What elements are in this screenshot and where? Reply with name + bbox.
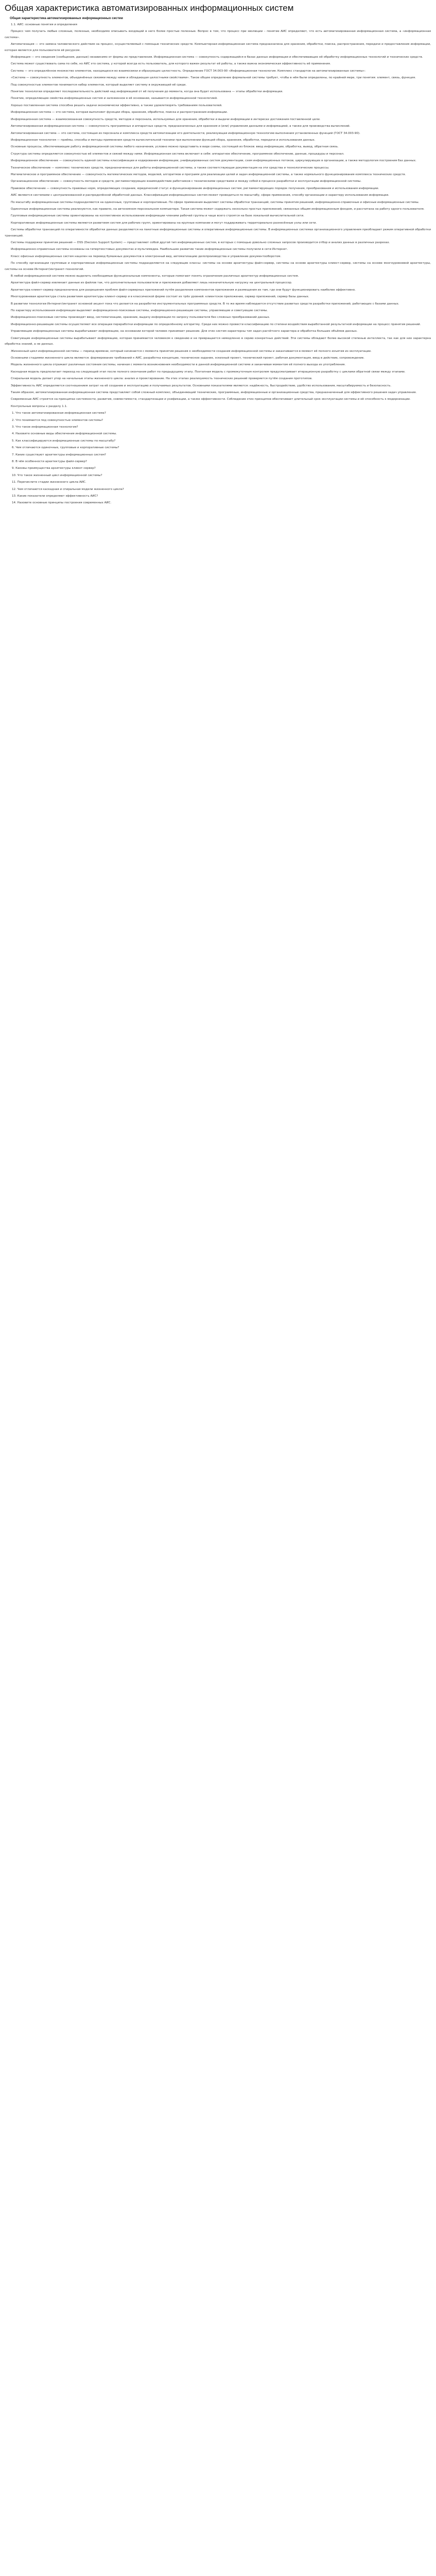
- list-item: 1. Что такое автоматизированная информационная система?: [12, 412, 106, 415]
- document-page: [0, 0, 436, 506]
- paragraph: Информационная технология — приёмы, способы и методы применения средств вычислительной техники при выполнении функций сбора, хранения, обработки, передачи и использования данных.: [11, 138, 316, 142]
- paragraph: Класс офисных информационных систем нацелен на перевод бумажных документов в электронный вид, автоматизацию делопроизводства и управление документооборотом.: [11, 255, 282, 258]
- paragraph: Каскадная модель предполагает переход на следующий этап после полного окончания работ по предыдущему этапу. Поэтапная модель с промежуточным контролем предусматривает итерационную разработку с циклами обратной связи между этапами.: [11, 370, 406, 374]
- document-body: [5, 22, 431, 506]
- paragraph: Управляющие информационные системы вырабатывают информацию, на основании которой человек принимает решение. Для этих систем характерны тип задач расчётного характера и обработка больших объёмов данных.: [11, 330, 358, 333]
- paragraph: Система — это определённое множество элементов, находящихся во взаимосвязи и образующих целостность. Определение ГОСТ 34.003-90 «Информационная технология. Комплекс стандартов на автоматизированные системы»:: [11, 69, 366, 73]
- paragraph: Архитектура файл-сервер извлекает данные из файлов так, что дополнительные пользователи и приложения добавляют лишь незначительную нагрузку на центральный процессор.: [11, 281, 292, 285]
- list-item: 11. Перечислите стадии жизненного цикла АИС.: [12, 481, 86, 484]
- document-title: Общая характеристика автоматизированных информационных систем: [5, 3, 294, 13]
- paragraph: Структура системы определяется совокупностью её элементов и связей между ними. Информационная система включает в себя: аппаратное обеспечение, программное обеспечение, данные, процедуры и персонал.: [11, 152, 344, 156]
- paragraph: Архитектура клиент-сервер предназначена для разрешения проблем файл-серверных приложений путём разделения компонентов приложения и размещения их там, где они будут функционировать наиболее эффективно.: [11, 288, 356, 292]
- paragraph: В развитии технологии Интернет/интранет основной акцент пока что делается на разработке инструментальных программных средств. В то же время наблюдается отсутствие развитых средств разработки приложений, работающих с базами данных.: [11, 302, 399, 306]
- list-item: 14. Назовите основные принципы построения современных АИС.: [12, 501, 112, 505]
- paragraph: Информационно-решающие системы осуществляют все операции переработки информации по определённому алгоритму. Среди них можно провести классификацию по степени воздействия выработанной результатной информации на процесс принятия решений.: [11, 323, 421, 326]
- list-item: 10. Что такое жизненный цикл информационной системы?: [12, 473, 102, 477]
- paragraph: Информационно-поисковые системы производят ввод, систематизацию, хранение, выдачу информации по запросу пользователя без сложных преобразований данных.: [11, 316, 270, 319]
- paragraph: Групповые информационные системы ориентированы на коллективное использование информации членами рабочей группы и чаще всего строятся на базе локальной вычислительной сети.: [11, 214, 304, 218]
- paragraph: Информационное обеспечение — совокупность единой системы классификации и кодирования информации, унифицированных систем документации, схем информационных потоков, циркулирующих в организации, а также методология построения баз данных.: [11, 159, 416, 163]
- paragraph: Правовое обеспечение — совокупность правовых норм, определяющих создание, юридический статус и функционирование информационных систем, регламентирующих порядок получения, преобразования и использования информации.: [11, 187, 379, 190]
- list-item: 12. Чем отличаются каскадная и спиральная модели жизненного цикла?: [12, 487, 124, 491]
- list-item: 2. Что понимается под совокупностью элементов системы?: [12, 418, 103, 422]
- paragraph: Основные процессы, обеспечивающие работу информационной системы любого назначения, условно можно представить в виде схемы, состоящей из блоков: ввод информации, обработка, вывод, обратная связь.: [11, 145, 339, 149]
- paragraph: Математическое и программное обеспечение — совокупность математических методов, моделей, алгоритмов и программ для реализации целей и задач информационной системы, а также нормального функционирования комплекса технических средств.: [11, 173, 406, 176]
- paragraph: 1.1. АИС: основные понятия и определения: [11, 23, 77, 26]
- paragraph: Система может существовать сама по себе, но АИС это система, у которой всегда есть пользователь, для которого важен результат её работы, а также важна экономическая эффективность её применения.: [11, 62, 331, 66]
- section-heading: Общая характеристика автоматизированных информационных систем: [10, 16, 123, 20]
- list-item: 7. Какие существуют архитектуры информационных систем?: [12, 453, 106, 456]
- paragraph: Автоматизированная информационная система — совокупность программных и аппаратных средств, предназначенных для хранения и (или) управления данными и информацией, а также для производства вычислений.: [11, 125, 351, 128]
- paragraph: Модель жизненного цикла отражает различные состояния системы, начиная с момента возникновения необходимости в данной информационной системе и заканчивая моментом её полного выхода из употребления.: [11, 363, 346, 367]
- paragraph: Таким образом, автоматизированная информационная система представляет собой сложный комплекс, объединяющий технические, программные, информационные и организационные средства, предназначенный для эффективного решения задач управления.: [11, 391, 417, 394]
- paragraph: «Система — совокупность элементов, объединённых связями между ними и обладающая целостными свойствами». Такое общее определение формальной системы требует, чтобы в нём были определены, по крайней мере, три понятия: элемент, связь, функция.: [11, 76, 416, 80]
- paragraph: Понятие технологии определяет последовательность действий над информацией от её получения до момента, когда она будет использована — этапы обработки информации.: [11, 90, 283, 94]
- paragraph: По характеру использования информации выделяют информационно-поисковые системы, информационно-решающие системы, управляющие и советующие системы.: [11, 309, 268, 313]
- paragraph: Техническое обеспечение — комплекс технических средств, предназначенных для работы информационной системы, а также соответствующая документация на эти средства и технологические процессы.: [11, 166, 329, 170]
- list-item: 6. Чем отличаются одиночные, групповые и корпоративные системы?: [12, 446, 119, 450]
- list-item: 9. Каковы преимущества архитектуры клиент-сервер?: [12, 467, 96, 470]
- list-item: 5. Как классифицируются информационные системы по масштабу?: [12, 439, 116, 443]
- paragraph: Под совокупностью элементов понимается набор элементов, который выделяет систему в окружающей её среде.: [11, 83, 187, 87]
- paragraph: Системы поддержки принятия решений — DSS (Decision Support System) — представляют собой другой тип информационных систем, в которых с помощью довольно сложных запросов производится отбор и анализ данных в различных разрезах.: [11, 241, 390, 244]
- paragraph: АИС являются системами с централизованной и распределённой обработкой данных. Классификация информационных систем может проводиться по масштабу, сфере применения, способу организации и характеру использования информации.: [11, 194, 389, 197]
- paragraph: Одиночные информационные системы реализуются, как правило, на автономном персональном компьютере. Такая система может содержать несколько простых приложений, связанных общим информационным фондом, и рассчитана на работу одного пользователя.: [11, 207, 425, 211]
- paragraph: Автоматизированная система — это система, состоящая из персонала и комплекса средств автоматизации его деятельности, реализующая информационную технологию выполнения установленных функций (ГОСТ 34.003-90).: [11, 131, 360, 135]
- paragraph: Эффективность АИС определяется соотношением затрат на её создание и эксплуатацию и получаемых результатов. Основными показателями являются: надёжность, быстродействие, удобство использования, масштабируемость и безопасность.: [11, 384, 392, 387]
- paragraph: Информация — это сведения (сообщения, данные) независимо от формы их представления. Информационная система — совокупность содержащейся в базах данных информации и обеспечивающих её обработку информационных технологий и технических средств.: [11, 56, 423, 59]
- paragraph: Хорошо поставленная система способна решать задачи экономически эффективно, а также удовлетворять требованиям пользователей.: [11, 104, 222, 107]
- list-item: 13. Какие показатели определяют эффективность АИС?: [12, 495, 98, 498]
- paragraph: Автоматизация — это замена человеческого действия на процесс, осуществляемый с помощью технических средств. Компьютерная информационная система предназначена для хранения, обработки, поиска, распространения, передачи и предоставления информации, которая является для пользователя её ресурсом.: [5, 43, 431, 52]
- paragraph: В любой информационной системе можно выделить необходимые функциональные компоненты, которые помогают понять ограничения различных архитектур информационных систем.: [11, 275, 299, 278]
- paragraph: Системы обработки транзакций по оперативности обработки данных разделяются на пакетные информационные системы и оперативные информационные системы. В информационных системах организационного управления преобладает режим оперативной обработки транзакций.: [5, 228, 431, 238]
- list-item: 3. Что такое информационная технология?: [12, 425, 78, 429]
- list-item: 8. В чём особенности архитектуры файл-сервер?: [12, 460, 87, 463]
- paragraph: Основными стадиями жизненного цикла являются: формирование требований к АИС, разработка концепции, техническое задание, эскизный проект, технический проект, рабочая документация, ввод в действие, сопровождение.: [11, 356, 364, 360]
- list-item: 4. Назовите основные виды обеспечения информационной системы.: [12, 432, 117, 436]
- paragraph: Информационная система — взаимосвязанная совокупность средств, методов и персонала, используемых для хранения, обработки и выдачи информации в интересах достижения поставленной цели.: [11, 117, 321, 121]
- paragraph: Корпоративные информационные системы являются развитием систем для рабочих групп, ориентированы на крупные компании и могут поддерживать территориально разнесённые узлы или сети.: [11, 221, 317, 225]
- paragraph: Информационная система — это система, которая выполняет функции сбора, хранения, обработки, поиска и распространения информации.: [11, 111, 228, 114]
- paragraph: Многоуровневая архитектура стала развитием архитектуры клиент-сервер и в классической форме состоит из трёх уровней: клиентское приложение, сервер приложений, сервер базы данных.: [11, 295, 309, 299]
- paragraph: Спиральная модель делает упор на начальные этапы жизненного цикла: анализ и проектирование. На этих этапах реализуемость технических решений проверяется путём создания прототипов.: [11, 377, 312, 381]
- paragraph: Жизненный цикл информационной системы — период времени, который начинается с момента принятия решения о необходимости создания информационной системы и заканчивается в момент её полного изъятия из эксплуатации.: [11, 349, 372, 353]
- paragraph: Современные АИС строятся на принципах системности, развития, совместимости, стандартизации и унификации, а также эффективности. Соблюдение этих принципов обеспечивает длительный срок эксплуатации системы и её способность к модернизации.: [11, 398, 411, 401]
- paragraph: Советующие информационные системы вырабатывают информацию, которая принимается человеком к сведению и не превращается немедленно в серию конкретных действий. Эти системы обладают более высокой степенью интеллекта, так как для них характерна обработка знаний, а не данных.: [5, 336, 431, 346]
- paragraph: Организационное обеспечение — совокупность методов и средств, регламентирующих взаимодействие работников с техническими средствами и между собой в процессе разработки и эксплуатации информационной системы.: [11, 180, 361, 183]
- paragraph: Информационно-справочные системы основаны на гипертекстовых документах и мультимедиа. Наибольшее развитие такие информационные системы получили в сети Интернет.: [11, 248, 288, 251]
- paragraph: По способу организации групповые и корпоративные информационные системы подразделяются на следующие классы: системы на основе архитектуры файл-сервер, системы на основе архитектуры клиент-сервер, системы на основе многоуровневой архитектуры, системы на основе Интернет/интранет-технологий.: [5, 262, 431, 271]
- paragraph: Контрольные вопросы к разделу 1.1.: [11, 404, 67, 408]
- paragraph: Процесс чем получать любые сложные, полезные, необходимо описывать входящий в него более простые полезные. Вопрос в том, что процесс при эволюции – понятие АИС определяют, что есть автоматизированная информационная система, а «информационная система».: [5, 30, 431, 39]
- paragraph: Понятие, определяющее свойства информационных систем и заложенное в её основании, называется информационной технологией.: [11, 97, 218, 100]
- paragraph: По масштабу информационные системы подразделяются на одиночные, групповые и корпоративные. По сфере применения выделяют системы обработки транзакций, системы принятия решений, информационно-справочные и офисные информационные системы.: [11, 200, 420, 204]
